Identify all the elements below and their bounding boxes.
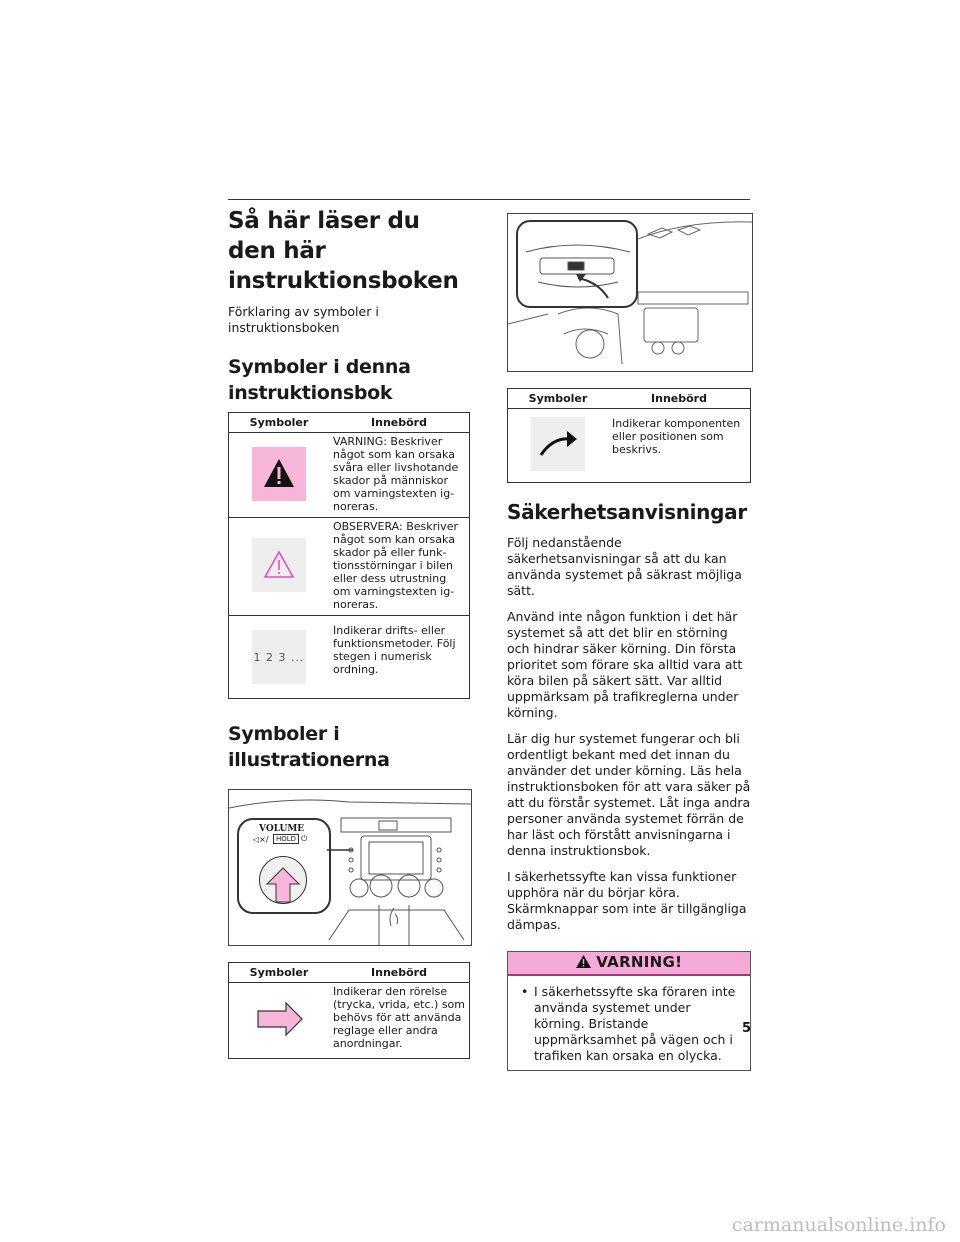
- table-row: [229, 983, 470, 1059]
- hold-label: HOLD: [273, 834, 299, 844]
- table-header-symbols: Symboler: [508, 389, 609, 409]
- table-row: [229, 433, 470, 518]
- pointer-arrow-icon: [531, 417, 585, 471]
- warning-item: • I säkerhetssyfte ska föraren inte använda systemet under körning. Bristande uppmärksamhet på vägen och i trafiken kan orsaka en olycka.: [518, 984, 740, 1064]
- steps-icon: [252, 630, 306, 684]
- table-row: [229, 518, 470, 616]
- illustration-symbols-table: [228, 962, 470, 1059]
- warning-box: [507, 951, 751, 1071]
- warning-title: VARNING!: [596, 953, 683, 971]
- section-symbols-title: Symboler i denna instruktionsbok: [228, 356, 411, 404]
- row-text: Indikerar den rörelse (trycka, vrida, etc.) som behövs för att använda reglage eller andra anordningar.: [329, 983, 470, 1059]
- watermark: carmanualsonline.info: [731, 1214, 946, 1236]
- row-text: OBSERVERA: Beskriver något som kan orsaka skador på eller funk-tionsstörningar i bilen eller dess utrustning om varningstexten ig-noreras.: [329, 518, 470, 616]
- warning-triangle-icon: [576, 955, 591, 968]
- page-number: 5: [742, 1021, 752, 1036]
- table-header-symbols: Symboler: [229, 963, 330, 983]
- safety-paragraph: Använd inte någon funktion i det här systemet så att det blir en störning och hindrar säker körning. Din första prioritet som förare ska alltid vara att köra bilen på säkert sätt. Var alltid uppmärksam på trafikreglerna under körning.: [507, 609, 743, 720]
- steps-icon-text: 1 2 3 ...: [253, 650, 305, 664]
- warning-icon: [252, 447, 306, 501]
- overhead-console-illustration: [507, 213, 753, 372]
- warning-header: [508, 952, 750, 976]
- mute-icon: ◁×/: [253, 835, 269, 844]
- pointer-symbols-table: [507, 388, 751, 483]
- page-subtitle: Förklaring av symboler i instruktionsboken: [228, 304, 379, 335]
- safety-title: Säkerhetsanvisningar: [507, 500, 747, 524]
- section-illustrations-title: Symboler i illustrationerna: [228, 723, 390, 771]
- left-column: [228, 206, 470, 1059]
- overhead-callout: [516, 220, 638, 308]
- dashboard-illustration: [228, 789, 472, 946]
- row-text: Indikerar komponenten eller positionen som beskrivs.: [608, 409, 751, 483]
- symbols-table: [228, 412, 470, 699]
- top-rule: [228, 199, 750, 200]
- table-header-symbols: Symboler: [229, 413, 330, 433]
- right-column: [507, 213, 751, 1071]
- action-arrow-icon: [252, 999, 306, 1039]
- row-text: VARNING: Beskriver något som kan orsaka svåra eller livshotande skador på människor om varningstexten ig-noreras.: [329, 433, 470, 518]
- table-header-meaning: Innebörd: [329, 963, 470, 983]
- table-row: [508, 409, 751, 483]
- safety-paragraph: I säkerhetssyfte kan vissa funktioner upphöra när du börjar köra. Skärmknappar som inte är tillgängliga dämpas.: [507, 869, 747, 932]
- row-text: Indikerar drifts- eller funktionsmetoder. Följ stegen i numerisk ordning.: [329, 616, 470, 699]
- power-icon: ⏻: [301, 834, 308, 843]
- table-row: [229, 616, 470, 699]
- caution-icon: [252, 538, 306, 592]
- safety-paragraph: Lär dig hur systemet fungerar och bli ordentligt bekant med det innan du använder det under körning. Läs hela instruktionsboken för att vara säker på att du förstår systemet. Låt inga andra personer använda systemet förrän de har läst och förstått anvisningarna i denna instruktionsbok.: [507, 731, 751, 858]
- table-header-meaning: Innebörd: [329, 413, 470, 433]
- page-title: Så här läser du den här instruktionsboken: [228, 208, 459, 294]
- volume-label: VOLUME: [259, 824, 305, 834]
- table-header-meaning: Innebörd: [608, 389, 751, 409]
- safety-paragraph: Följ nedanstående säkerhetsanvisningar så att du kan använda systemet på säkrast möjliga sätt.: [507, 535, 742, 598]
